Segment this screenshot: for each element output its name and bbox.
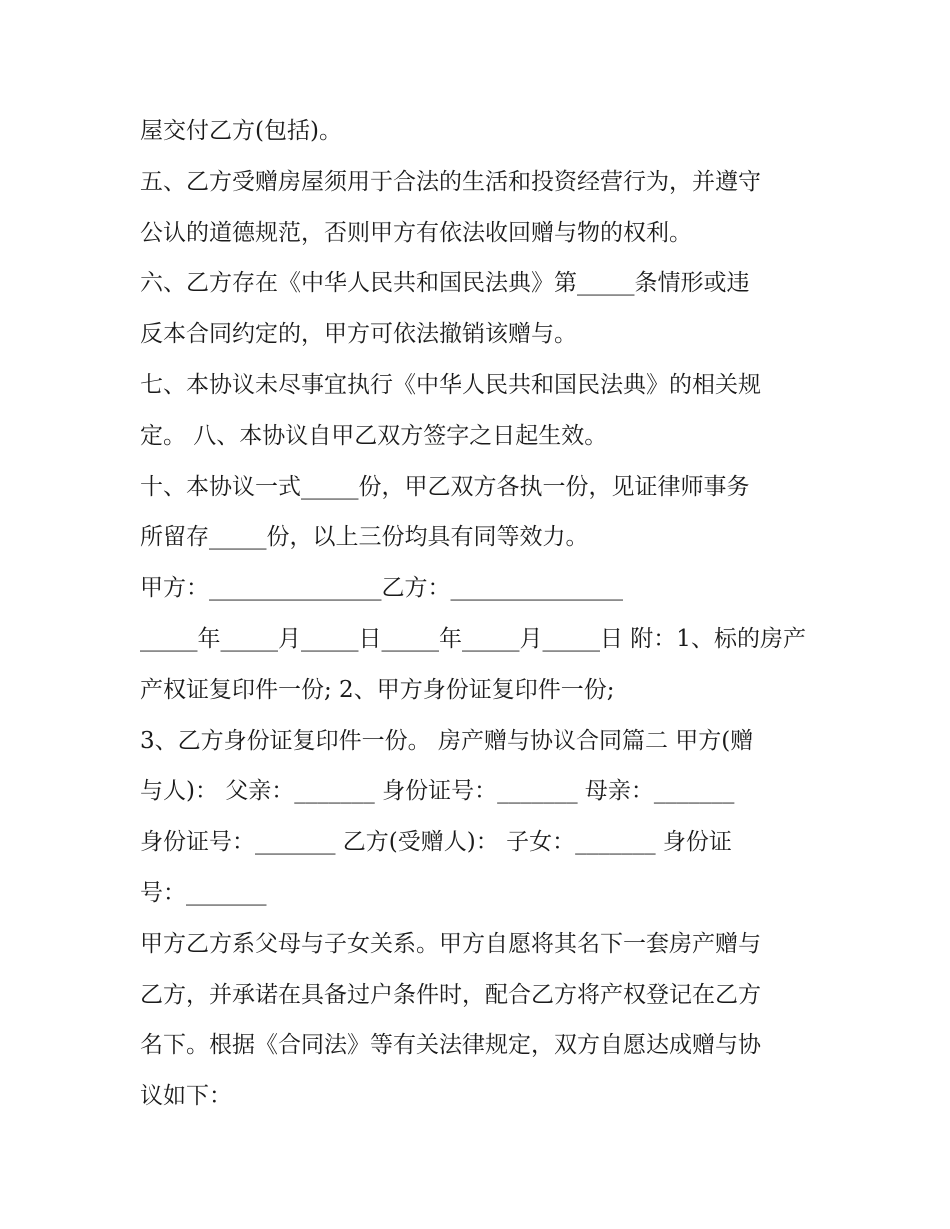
text-line: 3、乙方身份证复印件一份。 房产赠与协议合同篇二 甲方(赠 <box>140 727 754 754</box>
text-line: 定。 八、本协议自甲乙双方签字之日起生效。 <box>140 422 608 449</box>
text-line: 十、本协议一式_____份，甲乙双方各执一份，见证律师事务 <box>140 473 750 500</box>
text-line: 号：_______ <box>140 879 267 906</box>
text-line: 反本合同约定的，甲方可依法撤销该赠与。 <box>140 321 577 348</box>
text-line: 身份证号：_______ 乙方(受赠人)： 子女：_______ 身份证 <box>140 829 732 856</box>
text-line: 甲方乙方系父母与子女关系。甲方自愿将其名下一套房产赠与 <box>140 930 761 957</box>
document-body <box>140 106 830 1122</box>
text-line: 公认的道德规范，否则甲方有依法收回赠与物的权利。 <box>140 219 692 246</box>
date-line: _____年_____月_____日_____年_____月_____日 附：1、标的房产 <box>140 625 806 652</box>
signature-line: 甲方：_______________乙方：_______________ <box>140 575 623 602</box>
text-line: 名下。根据《合同法》等有关法律规定，双方自愿达成赠与协 <box>140 1032 761 1059</box>
text-line: 五、乙方受赠房屋须用于合法的生活和投资经营行为，并遵守 <box>140 168 761 195</box>
text-line: 六、乙方存在《中华人民共和国民法典》第_____条情形或违 <box>140 270 750 297</box>
text-line: 产权证复印件一份; 2、甲方身份证复印件一份; <box>140 676 615 703</box>
text-line: 七、本协议未尽事宜执行《中华人民共和国民法典》的相关规 <box>140 371 761 398</box>
text-line: 屋交付乙方(包括)。 <box>140 118 342 144</box>
text-line: 议如下： <box>140 1083 232 1110</box>
text-line: 与人)： 父亲：_______ 身份证号：_______ 母亲：_______ <box>140 778 735 805</box>
text-line: 乙方，并承诺在具备过户条件时，配合乙方将产权登记在乙方 <box>140 981 761 1008</box>
text-line: 所留存_____份，以上三份均具有同等效力。 <box>140 524 589 551</box>
